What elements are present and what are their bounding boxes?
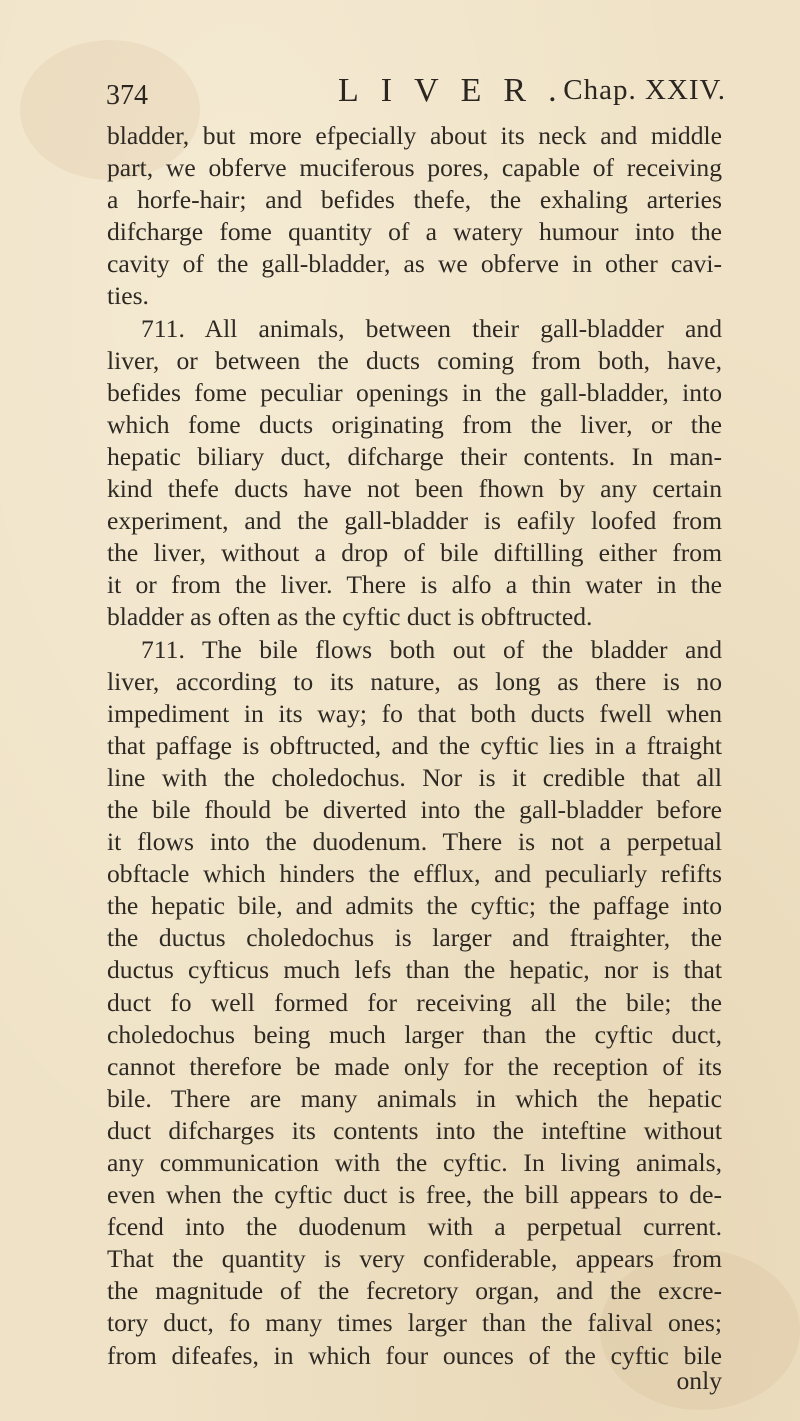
text-line: duct difcharges its contents into the inteftine without (107, 1115, 722, 1145)
catchword: only (676, 1366, 722, 1395)
text-line: the bile fhould be diverted into the gall-bladder before (107, 794, 722, 824)
text-line: the ductus choledochus is larger and ftraighter, the (107, 923, 722, 953)
chapter-heading: Chap. XXIV. (563, 74, 726, 106)
text-line: part, we obferve muciferous pores, capable of receiving (107, 153, 722, 183)
running-title: LIVER. (338, 72, 579, 109)
text-line: liver, or between the ducts coming from both, have, (107, 345, 722, 375)
text-line: befides fome peculiar openings in the gall-bladder, into (107, 377, 722, 407)
text-line: which fome ducts originating from the liver, or the (107, 409, 722, 439)
text-line: duct fo well formed for receiving all the bile; the (107, 987, 722, 1017)
text-line: liver, according to its nature, as long as there is no (107, 666, 722, 696)
text-line: line with the choledochus. Nor is it credible that all (107, 762, 722, 792)
page-header (106, 72, 726, 112)
text-line: experiment, and the gall-bladder is eafily loofed from (107, 506, 722, 536)
text-line: it flows into the duodenum. There is not a perpetual (107, 827, 722, 857)
text-line: the hepatic bile, and admits the cyftic; the paffage into (107, 891, 722, 921)
paragraph-start-711-second: 711. The bile flows both out of the bladder and (141, 634, 722, 664)
text-line: the liver, without a drop of bile diftilling either from (107, 538, 722, 568)
text-line: cannot therefore be made only for the reception of its (107, 1051, 722, 1081)
text-line: fcend into the duodenum with a perpetual current. (107, 1212, 722, 1242)
text-line: ductus cyfticus much lefs than the hepatic, nor is that (107, 955, 722, 985)
text-line: hepatic biliary duct, difcharge their contents. In man- (107, 441, 722, 471)
text-line: bile. There are many animals in which the hepatic (107, 1083, 722, 1113)
text-line: ties. (107, 281, 149, 311)
text-line: that paffage is obftructed, and the cyftic lies in a ftraight (107, 730, 722, 760)
text-line: kind thefe ducts have not been fhown by any certain (107, 474, 722, 504)
text-line: any communication with the cyftic. In living animals, (107, 1148, 722, 1177)
body-text (107, 120, 722, 1372)
text-line: from difeafes, in which four ounces of the cyftic bile (107, 1340, 722, 1370)
text-line: impediment in its way; fo that both ducts fwell when (107, 698, 722, 728)
text-line: it or from the liver. There is alfo a thin water in the (107, 570, 722, 600)
text-line: cavity of the gall-bladder, as we obferve in other cavi- (107, 249, 722, 279)
text-line: bladder as often as the cyftic duct is obftructed. (107, 602, 593, 632)
text-line: difcharge fome quantity of a watery humour into the (107, 217, 722, 247)
text-line: a horfe-hair; and befides thefe, the exhaling arteries (107, 185, 722, 215)
text-line: tory duct, fo many times larger than the falival ones; (107, 1308, 722, 1338)
text-line: That the quantity is very confiderable, appears from (107, 1244, 722, 1274)
text-line: obftacle which hinders the efflux, and peculiarly refifts (107, 859, 722, 889)
paragraph-start-711: 711. All animals, between their gall-bladder and (141, 313, 722, 343)
text-line: the magnitude of the fecretory organ, and the excre- (107, 1276, 722, 1306)
text-line: even when the cyftic duct is free, the bill appears to de- (107, 1180, 722, 1210)
text-line: bladder, but more efpecially about its neck and middle (107, 121, 722, 150)
page-number: 374 (106, 80, 148, 111)
text-line: choledochus being much larger than the cyftic duct, (107, 1019, 722, 1049)
